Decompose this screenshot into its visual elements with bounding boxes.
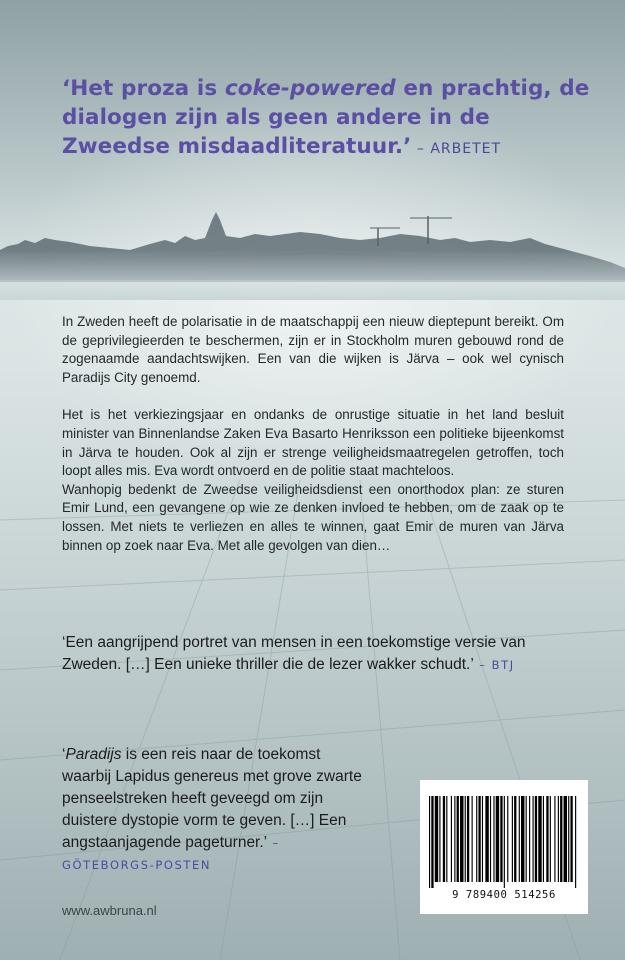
review-quote-arbetet — [62, 74, 602, 164]
publisher-url: www.awbruna.nl — [62, 903, 157, 918]
review-quote-goteborgs-posten — [62, 744, 362, 876]
review-quote-btj — [62, 632, 582, 676]
quote-text: ‘Een aangrijpend portret van mensen in een toekomstige versie van Zweden. […] Een unieke thriller die de lezer wakker schudt.’ — [62, 634, 526, 673]
quote-text-start: ‘Het proza is — [62, 76, 225, 101]
quote-open-mark: ‘ — [62, 746, 66, 763]
stockholm-skyline-image — [0, 210, 625, 300]
quote-text-end: en prachtig, de dialogen zijn als geen andere in de Zweedse misdaadliteratuur.’ — [62, 76, 590, 159]
isbn-barcode — [420, 780, 588, 914]
quote-source: – BTJ — [473, 658, 515, 672]
blurb-paragraph: Wanhopig bedenkt de Zweedse veiligheidsdienst een onorthodox plan: ze sturen Emir Lund, een gevangene op wie ze denken invloed te hebben, om de zaak op te lossen. Met niets te verliezen en alles te winnen, gaat Emir de muren van Järva binnen op zoek naar Eva. Met alle gevolgen van dien… — [62, 481, 564, 553]
quote-source: – GÖTEBORGS-POSTEN — [62, 836, 280, 872]
barcode-bars — [429, 796, 579, 888]
quote-source: – ARBETET — [411, 141, 502, 157]
quote-italic-phrase: coke-powered — [224, 76, 396, 101]
blurb-paragraph: In Zweden heeft de polarisatie in de maatschappij een nieuw dieptepunt bereikt. Om de geprivilegieerden te beschermen, zijn er in Stockholm muren gebouwd rond de zogenaamde aandachtswijken. Een van die wijken is Järva – ook wel cynisch Paradijs City genoemd. — [62, 314, 564, 385]
quote-text: is een reis naar de toekomst waarbij Lapidus genereus met grove zwarte penseelstreken heeft geveegd om zijn duistere dystopie vorm te geven. […] Een angstaanjagende pageturner.’ — [62, 746, 362, 851]
quote-italic-title: Paradijs — [65, 746, 122, 763]
isbn-number: 9 789400 514256 — [452, 889, 556, 901]
book-blurb — [62, 313, 564, 555]
blurb-paragraph: Het is het verkiezingsjaar en ondanks de onrustige situatie in het land besluit minister van Binnenlandse Zaken Eva Basarto Henriksson een politieke bijeenkomst in Järva te houden. Ook al zijn er strenge veiligheidsmaatregelen getroffen, toch loopt alles mis. Eva wordt ontvoerd en de politie staat machteloos. — [62, 407, 564, 479]
